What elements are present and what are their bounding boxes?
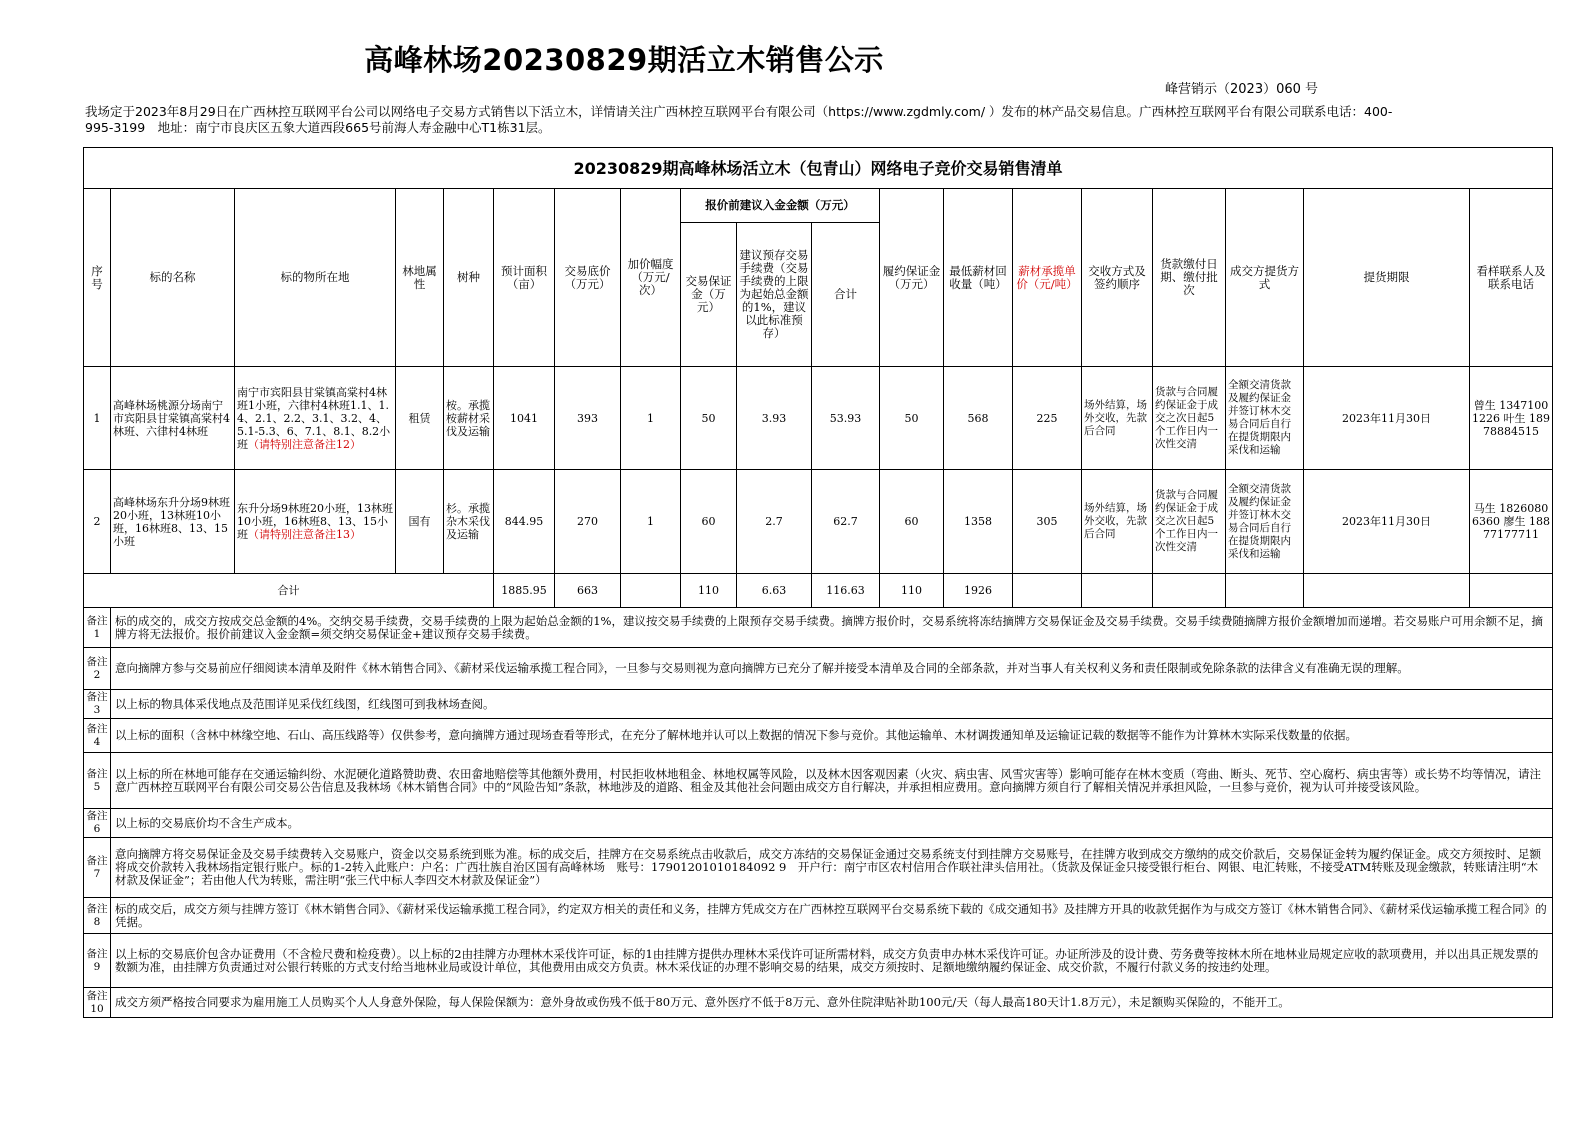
header-location: 标的物所在地 [235,189,396,367]
header-firewood-price: 薪材承揽单价（元/吨） [1013,189,1082,367]
header-seq: 序号 [84,189,111,367]
row-contact: 曾生 13471001226 叶生 18978884515 [1470,367,1553,470]
row-deposit: 60 [681,470,737,574]
note-label: 备注10 [84,988,111,1018]
row-contact: 马生 18260806360 廖生 18877177711 [1470,470,1553,574]
row-firewood-price: 225 [1013,367,1082,470]
row-base-price: 393 [555,367,621,470]
table-row [84,470,1553,574]
total-label: 合计 [84,574,494,608]
total-performance: 110 [880,574,944,608]
row-area: 1041 [494,367,555,470]
note-text: 标的成交后，成交方须与挂牌方签订《林木销售合同》、《薪材采伐运输承揽工程合同》，约定双方相关的责任和义务，挂牌方凭成交方在广西林控互联网平台交易系统下载的《成交通知书》及挂牌方开具的收款凭据作为与成交方签订《林木销售合同》、《薪材采伐运输承揽工程合同》的凭据。 [111,898,1553,934]
table-title: 20230829期高峰林场活立木（包青山）网络电子竞价交易销售清单 [84,148,1553,189]
note-text: 以上标的面积（含林中林缘空地、石山、高压线路等）仅供参考，意向摘牌方通过现场查看等形式，在充分了解林地并认可以上数据的情况下参与竞价。其他运输单、木材调拨通知单及运输证记载的数据等不能作为计算林木实际采伐数量的依据。 [111,719,1553,753]
row-ownership: 租赁 [396,367,444,470]
row-pickup-deadline: 2023年11月30日 [1304,367,1470,470]
note-label: 备注8 [84,898,111,934]
row-fee: 3.93 [737,367,812,470]
header-deposit: 交易保证金（万元） [681,223,737,367]
intro-paragraph: 我场定于2023年8月29日在广西林控互联网平台公司以网络电子交易方式销售以下活立木，详情请关注广西林控互联网平台有限公司（https://www.zgdmly.com/ ）发布的林产品交易信息。广西林控互联网平台有限公司联系电话：400-995-3199 地址：南宁市良庆区五象大道西段665号前海人寿金融中心T1栋31层。 [85,104,1393,135]
total-subtotal: 116.63 [812,574,880,608]
header-base-price: 交易底价（万元） [555,189,621,367]
row-species: 桉。承揽桉薪材采伐及运输 [444,367,494,470]
row-min-firewood: 568 [944,367,1013,470]
note-text: 意向摘牌方将交易保证金及交易手续费转入交易账户，资金以交易系统到账为准。标的成交后，挂牌方在交易系统点击收款后，成交方冻结的交易保证金通过交易系统支付到挂牌方交易账号，在挂牌方收到成交方缴纳的成交价款后，交易保证金转为履约保证金。成交方须按时、足额将成交价款转入我林场指定银行账户。标的1-2转入此账户：户名：广西壮族自治区国有高峰林场 账号：17901201010184092 9 开户行：南宁市区农村信用合作联社津头信用社。（货款及保证金只接受银行柜台、网银、电汇转账，不接受ATM转账及现金缴款，转账请注明“木材款及保证金”；若由他人代为转账，需注明“张三代中标人李四交木材款及保证金”） [111,838,1553,898]
header-delivery: 交收方式及签约顺序 [1082,189,1153,367]
note-text: 以上标的交易底价均不含生产成本。 [111,809,1553,838]
row-performance: 50 [880,367,944,470]
header-increment: 加价幅度（万元/次） [621,189,681,367]
note-text: 标的成交的，成交方按成交总金额的4%。交纳交易手续费，交易手续费的上限为起始总金额的1%，建议按交易手续费的上限预存交易手续费。摘牌方报价时，交易系统将冻结摘牌方交易保证金及交易手续费。交易手续费随摘牌方报价金额增加而递增。若交易账户可用余额不足，摘牌方将无法报价。报价前建议入金金额=须交纳交易保证金+建议预存交易手续费。 [111,608,1553,648]
page-title: 高峰林场20230829期活立木销售公示 [364,43,884,77]
note-text: 成交方须严格按合同要求为雇用施工人员购买个人人身意外保险，每人保险保额为：意外身故或伤残不低于80万元、意外医疗不低于8万元、意外住院津贴补助100元/天（每人最高180天计1.8万元），未足额购买保险的，不能开工。 [111,988,1553,1018]
header-pickup-deadline: 提货期限 [1304,189,1470,367]
note-row [84,608,1553,648]
row-increment: 1 [621,470,681,574]
row-seq: 1 [84,367,111,470]
total-base-price: 663 [555,574,621,608]
note-label: 备注3 [84,690,111,719]
row-name: 高峰林场东升分场9林班20小班，13林班10小班，16林班8、13、15小班 [111,470,235,574]
note-row [84,898,1553,934]
note-label: 备注1 [84,608,111,648]
document-number: 峰营销示（2023）060 号 [1165,82,1319,97]
row-firewood-price: 305 [1013,470,1082,574]
total-area: 1885.95 [494,574,555,608]
row-increment: 1 [621,367,681,470]
header-fee: 建议预存交易手续费（交易手续费的上限为起始总金额的1%，建议以此标准预存） [737,223,812,367]
row-pickup-deadline: 2023年11月30日 [1304,470,1470,574]
row-location-note: （请特别注意备注12） [248,437,361,451]
total-fee: 6.63 [737,574,812,608]
note-text: 以上标的所在林地可能存在交通运输纠纷、水泥硬化道路赞助费、农田畲地赔偿等其他额外费用，村民拒收林地租金、林地权属等风险，以及林木因客观因素（火灾、病虫害、风雪灾害等）影响可能存在林木变质（弯曲、断头、死节、空心腐朽、病虫害等）或长势不均等情况，请注意广西林控互联网平台有限公司交易公告信息及我林场《林木销售合同》中的“风险告知”条款，林地涉及的道路、租金及其他社会问题由成交方自行解决，并承担相应费用。意向摘牌方须自行了解相关情况并承担风险，一旦参与竞价，视为认可并接受该风险。 [111,753,1553,809]
note-label: 备注5 [84,753,111,809]
note-row [84,809,1553,838]
row-payment: 货款与合同履约保证金于成交之次日起5个工作日内一次性交清 [1153,470,1226,574]
header-subtotal: 合计 [812,223,880,367]
header-deposit-group: 报价前建议入金金额（万元） [681,189,880,223]
header-species: 树种 [444,189,494,367]
note-label: 备注9 [84,934,111,988]
note-text: 意向摘牌方参与交易前应仔细阅读本清单及附件《林木销售合同》、《薪材采伐运输承揽工程合同》，一旦参与交易则视为意向摘牌方已充分了解并接受本清单及合同的全部条款，并对当事人有关权利义务和责任限制或免除条款的法律含义有准确无误的理解。 [111,648,1553,690]
row-fee: 2.7 [737,470,812,574]
row-seq: 2 [84,470,111,574]
row-location: 东升分场9林班20小班，13林班10小班，16林班8、13、15小班（请特别注意备注13） [235,470,396,574]
total-row [84,574,1553,608]
row-location-note: （请特别注意备注13） [248,528,361,541]
note-row [84,988,1553,1018]
row-location: 南宁市宾阳县甘棠镇高棠村4林班1小班，六律村4林班1.1、1.4、2.1、2.2、3.1、3.2、4、5.1-5.3、6、7.1、8.1、8.2小班（请特别注意备注12） [235,367,396,470]
row-base-price: 270 [555,470,621,574]
header-name: 标的名称 [111,189,235,367]
note-text: 以上标的物具体采伐地点及范围详见采伐红线图，红线图可到我林场查阅。 [111,690,1553,719]
row-delivery: 场外结算，场外交收，先款后合同 [1082,470,1153,574]
note-text: 以上标的交易底价包含办证费用（不含检尺费和检疫费）。以上标的2由挂牌方办理林木采伐许可证，标的1由挂牌方提供办理林木采伐许可证所需材料，成交方负责申办林木采伐许可证。办证所涉及的设计费、劳务费等按林木所在地林业局规定应收的款项费用，并以出具正规发票的数额为准，由挂牌方负责通过对公银行转账的方式支付给当地林业局或设计单位，其他费用由成交方负责。林木采伐证的办理不影响交易的结果，成交方须按时、足额地缴纳履约保证金、成交价款，不履行付款义务的按违约处理。 [111,934,1553,988]
row-name: 高峰林场桃源分场南宁市宾阳县甘棠镇高棠村4林班、六律村4林班 [111,367,235,470]
sales-table [83,147,1553,1018]
total-min-firewood: 1926 [944,574,1013,608]
header-contact: 看样联系人及联系电话 [1470,189,1553,367]
row-area: 844.95 [494,470,555,574]
header-min-firewood: 最低薪材回收量（吨） [944,189,1013,367]
row-ownership: 国有 [396,470,444,574]
row-payment: 货款与合同履约保证金于成交之次日起5个工作日内一次性交清 [1153,367,1226,470]
header-payment: 货款缴付日期、缴付批次 [1153,189,1226,367]
row-deposit: 50 [681,367,737,470]
row-delivery-mode: 全额交清货款及履约保证金并签订林木交易合同后自行在提货期限内采伐和运输 [1226,470,1304,574]
note-row [84,753,1553,809]
header-area: 预计面积（亩） [494,189,555,367]
note-label: 备注6 [84,809,111,838]
note-row [84,648,1553,690]
note-row [84,719,1553,753]
total-increment [621,574,681,608]
row-delivery-mode: 全额交清货款及履约保证金并签订林木交易合同后自行在提货期限内采伐和运输 [1226,367,1304,470]
header-delivery-mode: 成交方提货方式 [1226,189,1304,367]
note-row [84,838,1553,898]
header-ownership: 林地属性 [396,189,444,367]
header-performance: 履约保证金（万元） [880,189,944,367]
row-subtotal: 62.7 [812,470,880,574]
note-label: 备注4 [84,719,111,753]
row-delivery: 场外结算，场外交收，先款后合同 [1082,367,1153,470]
row-species: 杉。承揽杂木采伐及运输 [444,470,494,574]
note-row [84,690,1553,719]
row-performance: 60 [880,470,944,574]
total-deposit: 110 [681,574,737,608]
table-row [84,367,1553,470]
row-subtotal: 53.93 [812,367,880,470]
note-row [84,934,1553,988]
row-min-firewood: 1358 [944,470,1013,574]
note-label: 备注7 [84,838,111,898]
note-label: 备注2 [84,648,111,690]
